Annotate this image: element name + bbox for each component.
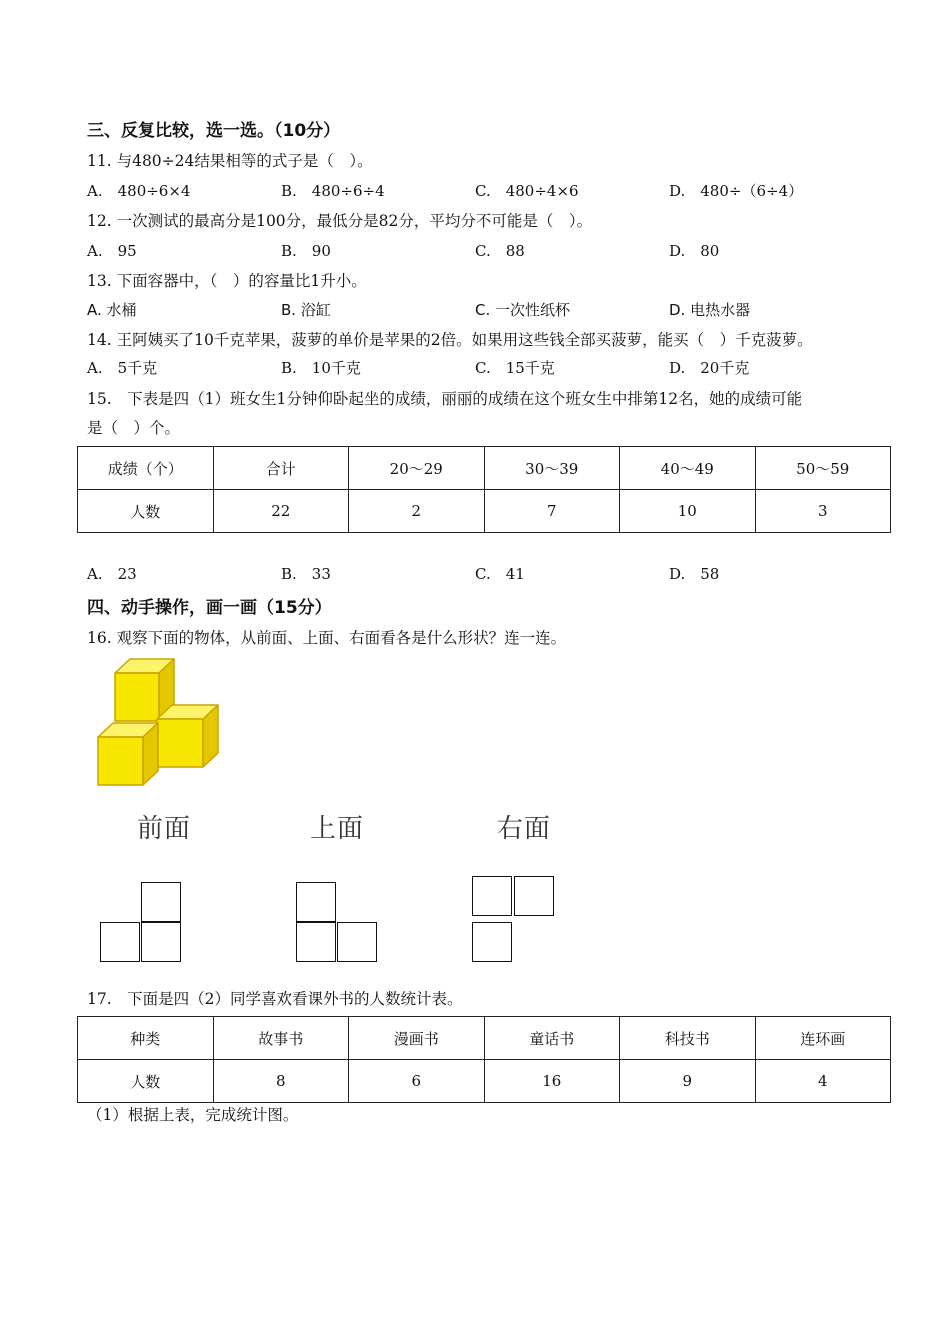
q11-option-d[interactable]: D. 480÷（6÷4） <box>669 182 804 200</box>
q15-score-table <box>77 446 891 533</box>
q15-option-b[interactable]: B. 33 <box>281 565 331 583</box>
shape-square <box>100 922 140 962</box>
table-cell: 童话书 <box>484 1017 620 1060</box>
question-13: 13. 下面容器中，（ ）的容量比1升小。 <box>87 272 367 290</box>
table-cell: 人数 <box>78 1060 214 1103</box>
view-label-front: 前面 <box>137 814 192 844</box>
shape-square <box>141 922 181 962</box>
table-cell: 2 <box>349 490 485 533</box>
question-17-part-1: （1）根据上表，完成统计图。 <box>87 1106 299 1124</box>
q11-option-b[interactable]: B. 480÷6÷4 <box>281 182 385 200</box>
table-cell: 漫画书 <box>349 1017 485 1060</box>
question-14: 14. 王阿姨买了10千克苹果，菠萝的单价是苹果的2倍。如果用这些钱全部买菠萝，能买（ ）千克菠萝。 <box>87 331 813 349</box>
cube-front-face <box>98 737 143 785</box>
q12-option-a[interactable]: A. 95 <box>87 242 137 260</box>
q15-option-d[interactable]: D. 58 <box>669 565 720 583</box>
shape-square <box>337 922 377 962</box>
table-cell: 7 <box>484 490 620 533</box>
section-3-title: 三、反复比较，选一选。（10分） <box>87 121 341 141</box>
table-cell: 10 <box>620 490 756 533</box>
table-row <box>78 490 891 533</box>
table-cell: 种类 <box>78 1017 214 1060</box>
q11-option-a[interactable]: A. 480÷6×4 <box>87 182 191 200</box>
cube-front-face <box>115 673 159 721</box>
question-16: 16. 观察下面的物体，从前面、上面、右面看各是什么形状？连一连。 <box>87 629 567 647</box>
q14-option-d[interactable]: D. 20千克 <box>669 359 750 377</box>
q12-option-b[interactable]: B. 90 <box>281 242 331 260</box>
question-15-line2: 是（ ）个。 <box>87 419 181 437</box>
q14-option-c[interactable]: C. 15千克 <box>475 359 555 377</box>
shape-square <box>296 882 336 922</box>
table-cell: 16 <box>484 1060 620 1103</box>
table-row <box>78 1060 891 1103</box>
question-12: 12. 一次测试的最高分是100分，最低分是82分，平均分不可能是（ ）。 <box>87 212 593 230</box>
q12-option-d[interactable]: D. 80 <box>669 242 720 260</box>
q15-option-a[interactable]: A. 23 <box>87 565 137 583</box>
shape-square <box>141 882 181 922</box>
question-11: 11. 与480÷24结果相等的式子是（ ）。 <box>87 152 373 170</box>
table-cell: 50～59 <box>755 447 891 490</box>
table-cell: 故事书 <box>213 1017 349 1060</box>
table-cell: 40～49 <box>620 447 756 490</box>
view-label-top: 上面 <box>310 814 365 844</box>
table-cell: 4 <box>755 1060 891 1103</box>
cube-figure <box>95 655 225 790</box>
q13-option-c[interactable]: C. 一次性纸杯 <box>475 301 571 319</box>
q14-option-b[interactable]: B. 10千克 <box>281 359 361 377</box>
shape-square <box>472 922 512 962</box>
table-cell: 人数 <box>78 490 214 533</box>
table-header-row <box>78 1017 891 1060</box>
table-header-row <box>78 447 891 490</box>
table-cell: 30～39 <box>484 447 620 490</box>
table-cell: 连环画 <box>755 1017 891 1060</box>
q12-option-c[interactable]: C. 88 <box>475 242 525 260</box>
table-cell: 成绩（个） <box>78 447 214 490</box>
section-4-title: 四、动手操作，画一画（15分） <box>87 598 332 618</box>
q17-book-table <box>77 1016 891 1103</box>
q13-option-d[interactable]: D. 电热水器 <box>669 301 751 319</box>
q13-option-a[interactable]: A. 水桶 <box>87 301 137 319</box>
shape-square <box>472 876 512 916</box>
shape-square <box>296 922 336 962</box>
view-label-right: 右面 <box>497 814 552 844</box>
shape-square <box>514 876 554 916</box>
table-cell: 合计 <box>213 447 349 490</box>
table-cell: 6 <box>349 1060 485 1103</box>
table-cell: 20～29 <box>349 447 485 490</box>
table-cell: 22 <box>213 490 349 533</box>
cube-front-face <box>157 719 203 767</box>
table-cell: 科技书 <box>620 1017 756 1060</box>
question-17: 17. 下面是四（2）同学喜欢看课外书的人数统计表。 <box>87 990 463 1008</box>
q14-option-a[interactable]: A. 5千克 <box>87 359 158 377</box>
q11-option-c[interactable]: C. 480÷4×6 <box>475 182 579 200</box>
question-15-line1: 15. 下表是四（1）班女生1分钟仰卧起坐的成绩，丽丽的成绩在这个班女生中排第12名，她的成绩可能 <box>87 390 803 408</box>
table-cell: 3 <box>755 490 891 533</box>
table-cell: 9 <box>620 1060 756 1103</box>
q15-option-c[interactable]: C. 41 <box>475 565 525 583</box>
table-cell: 8 <box>213 1060 349 1103</box>
q13-option-b[interactable]: B. 浴缸 <box>281 301 331 319</box>
